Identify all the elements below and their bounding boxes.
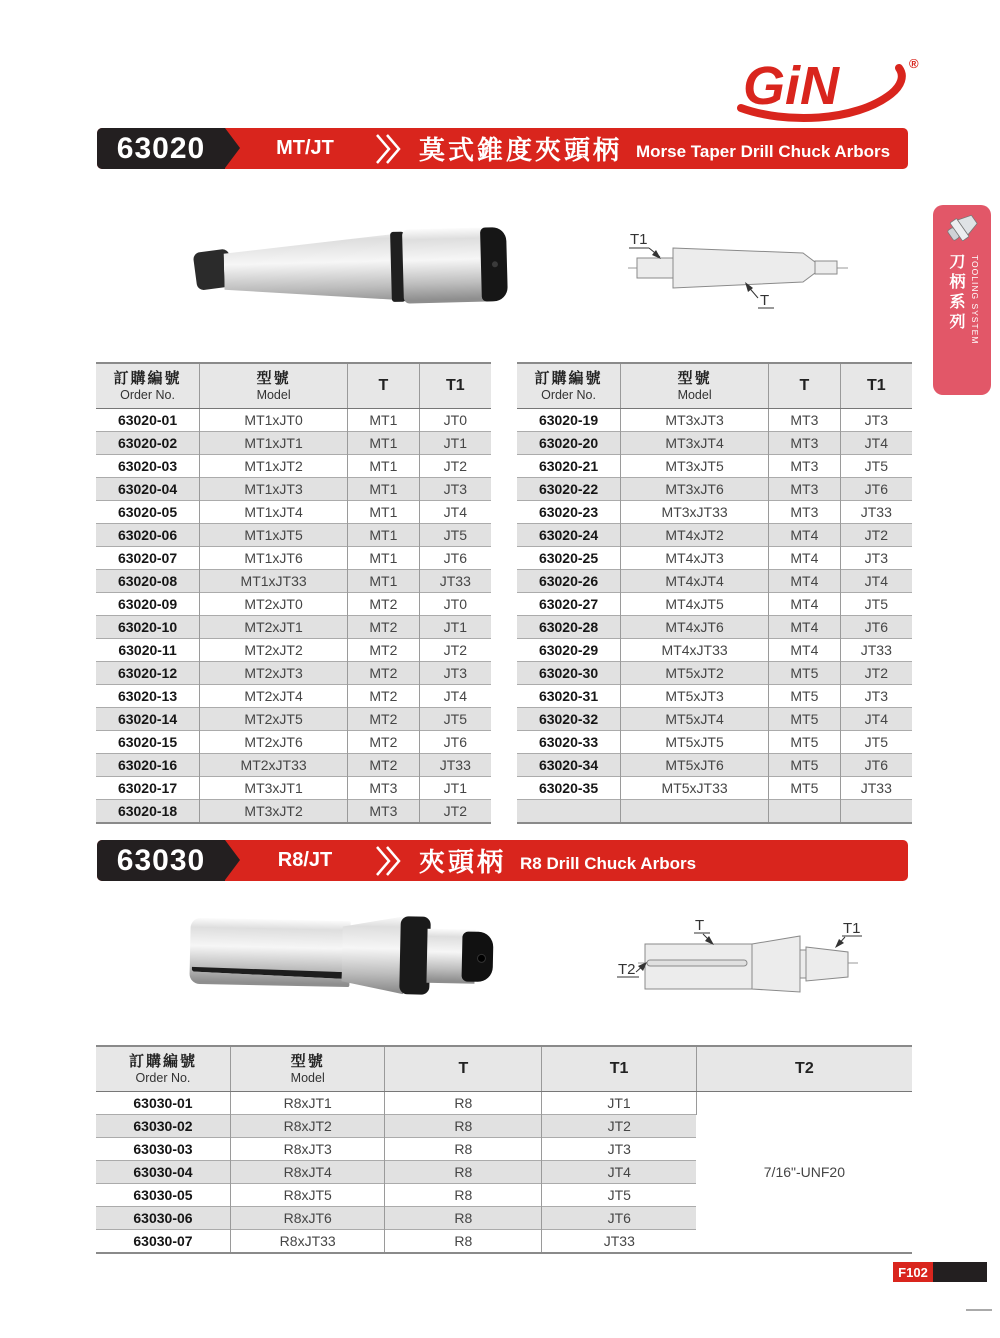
- table-row: 63030-07 R8xJT33 R8 JT33: [96, 1230, 912, 1254]
- table-row: 63020-22 MT3xJT6 MT3 JT6: [517, 478, 912, 501]
- section-title-zh: 莫式錐度夾頭柄: [419, 135, 623, 165]
- order-table-63020-right: [517, 362, 912, 824]
- table-row: 63030-04 R8xJT4 R8 JT4: [96, 1161, 912, 1184]
- table-row: 63020-19 MT3xJT3 MT3 JT3: [517, 409, 912, 432]
- column-header: T: [348, 363, 420, 409]
- drawing-label-t2: T2: [618, 961, 636, 978]
- drawing-label-t1: T1: [630, 231, 648, 248]
- column-header: T1: [419, 363, 491, 409]
- section-title-zh: 夾頭柄: [419, 847, 507, 877]
- gin-logo-graphic: [715, 48, 930, 123]
- table-row: 63020-12 MT2xJT3 MT2 JT3: [96, 662, 491, 685]
- column-header: T1: [840, 363, 912, 409]
- table-row: 63020-02 MT1xJT1 MT1 JT1: [96, 432, 491, 455]
- table-row: 63020-20 MT3xJT4 MT3 JT4: [517, 432, 912, 455]
- table-row: 63020-30 MT5xJT2 MT5 JT2: [517, 662, 912, 685]
- section-title-en: R8 Drill Chuck Arbors: [520, 854, 697, 873]
- column-header: T: [385, 1046, 542, 1092]
- tab-label-en: TOOLING SYSTEM: [970, 255, 980, 345]
- drawing-label-t1: T1: [843, 920, 861, 937]
- chevron-separator-icon: [373, 846, 403, 876]
- table-row: 63030-06 R8xJT6 R8 JT6: [96, 1207, 912, 1230]
- column-header: T2: [696, 1046, 912, 1092]
- column-header: T1: [542, 1046, 696, 1092]
- tab-label-zh: 刀柄系列: [947, 253, 964, 333]
- section-banner-63020: [97, 128, 908, 169]
- drawing-label-t: T: [760, 292, 770, 309]
- column-header: 型號 Model: [230, 1046, 384, 1092]
- table-row: 63030-02 R8xJT2 R8 JT2: [96, 1115, 912, 1138]
- arbor-cone: [341, 915, 405, 994]
- section-banner-63030: [97, 840, 908, 881]
- drawing-label-t: T: [695, 917, 705, 934]
- section-title-en: Morse Taper Drill Chuck Arbors: [636, 142, 891, 161]
- column-header: 型號 Model: [200, 363, 348, 409]
- table-row: 63020-25 MT4xJT3 MT4 JT3: [517, 547, 912, 570]
- tooling-system-tab: [933, 205, 991, 395]
- tool-holder-icon: [940, 205, 984, 251]
- gin-logo-text: GiN: [743, 56, 840, 116]
- mt-arbor-drawing: [600, 215, 900, 325]
- column-header: 訂購編號 Order No.: [96, 363, 200, 409]
- table-row: 63020-32 MT5xJT4 MT5 JT4: [517, 708, 912, 731]
- mt-arbor-photo: [194, 224, 511, 312]
- page-number: F102: [893, 1262, 933, 1282]
- column-header: T: [769, 363, 841, 409]
- registered-mark: ®: [909, 56, 919, 71]
- order-table-63020-left: [96, 362, 491, 824]
- column-header: 訂購編號 Order No.: [96, 1046, 230, 1092]
- table-row: 63020-29 MT4xJT33 MT4 JT33: [517, 639, 912, 662]
- table-row: 63020-34 MT5xJT6 MT5 JT6: [517, 754, 912, 777]
- table-row: 63020-13 MT2xJT4 MT2 JT4: [96, 685, 491, 708]
- page-footer: [893, 1262, 987, 1282]
- table-row: 63020-15 MT2xJT6 MT2 JT6: [96, 731, 491, 754]
- merged-cell: 7/16"-UNF20: [696, 1092, 912, 1254]
- table-row: 63020-35 MT5xJT33 MT5 JT33: [517, 777, 912, 800]
- section-code: 63020: [97, 128, 225, 169]
- table-row: 63020-21 MT3xJT5 MT3 JT5: [517, 455, 912, 478]
- table-row: 63020-26 MT4xJT4 MT4 JT4: [517, 570, 912, 593]
- table-row: 63030-03 R8xJT3 R8 JT3: [96, 1138, 912, 1161]
- section-type-label: MT/JT: [276, 137, 334, 159]
- table-row: 63020-16 MT2xJT33 MT2 JT33: [96, 754, 491, 777]
- table-row: 63020-06 MT1xJT5 MT1 JT5: [96, 524, 491, 547]
- r8-arbor-photo: [189, 912, 501, 1000]
- empty-row: [517, 800, 912, 824]
- table-row: 63020-10 MT2xJT1 MT2 JT1: [96, 616, 491, 639]
- table-row: 63020-23 MT3xJT33 MT3 JT33: [517, 501, 912, 524]
- table-row: 63020-31 MT5xJT3 MT5 JT3: [517, 685, 912, 708]
- table-row: 63020-07 MT1xJT6 MT1 JT6: [96, 547, 491, 570]
- table-row: 63020-18 MT3xJT2 MT3 JT2: [96, 800, 491, 824]
- table-row: 63020-04 MT1xJT3 MT1 JT3: [96, 478, 491, 501]
- r8-arbor-drawing: [600, 900, 900, 1020]
- table-row: 63030-05 R8xJT5 R8 JT5: [96, 1184, 912, 1207]
- column-header: 型號 Model: [621, 363, 769, 409]
- table-row: 63020-24 MT4xJT2 MT4 JT2: [517, 524, 912, 547]
- table-row: 63020-05 MT1xJT4 MT1 JT4: [96, 501, 491, 524]
- table-row: 63020-27 MT4xJT5 MT4 JT5: [517, 593, 912, 616]
- column-header: 訂購編號 Order No.: [517, 363, 621, 409]
- table-row: 63020-17 MT3xJT1 MT3 JT1: [96, 777, 491, 800]
- section-type-label: R8/JT: [277, 849, 333, 871]
- table-row: 63030-01 R8xJT1 R8 JT1 7/16"-UNF20: [96, 1092, 912, 1115]
- table-row: 63020-08 MT1xJT33 MT1 JT33: [96, 570, 491, 593]
- table-row: 63020-11 MT2xJT2 MT2 JT2: [96, 639, 491, 662]
- table-row: 63020-14 MT2xJT5 MT2 JT5: [96, 708, 491, 731]
- corner-mark: [966, 1309, 992, 1311]
- table-row: 63020-03 MT1xJT2 MT1 JT2: [96, 455, 491, 478]
- arbor-taper-body: [223, 227, 395, 311]
- footer-black-bar: [933, 1262, 987, 1282]
- table-row: 63020-33 MT5xJT5 MT5 JT5: [517, 731, 912, 754]
- order-table-63030: [96, 1045, 912, 1254]
- chevron-separator-icon: [373, 134, 403, 164]
- table-row: 63020-28 MT4xJT6 MT4 JT6: [517, 616, 912, 639]
- gin-logo: [715, 48, 930, 123]
- section-code: 63030: [97, 840, 225, 881]
- table-row: 63020-09 MT2xJT0 MT2 JT0: [96, 593, 491, 616]
- table-row: 63020-01 MT1xJT0 MT1 JT0: [96, 409, 491, 432]
